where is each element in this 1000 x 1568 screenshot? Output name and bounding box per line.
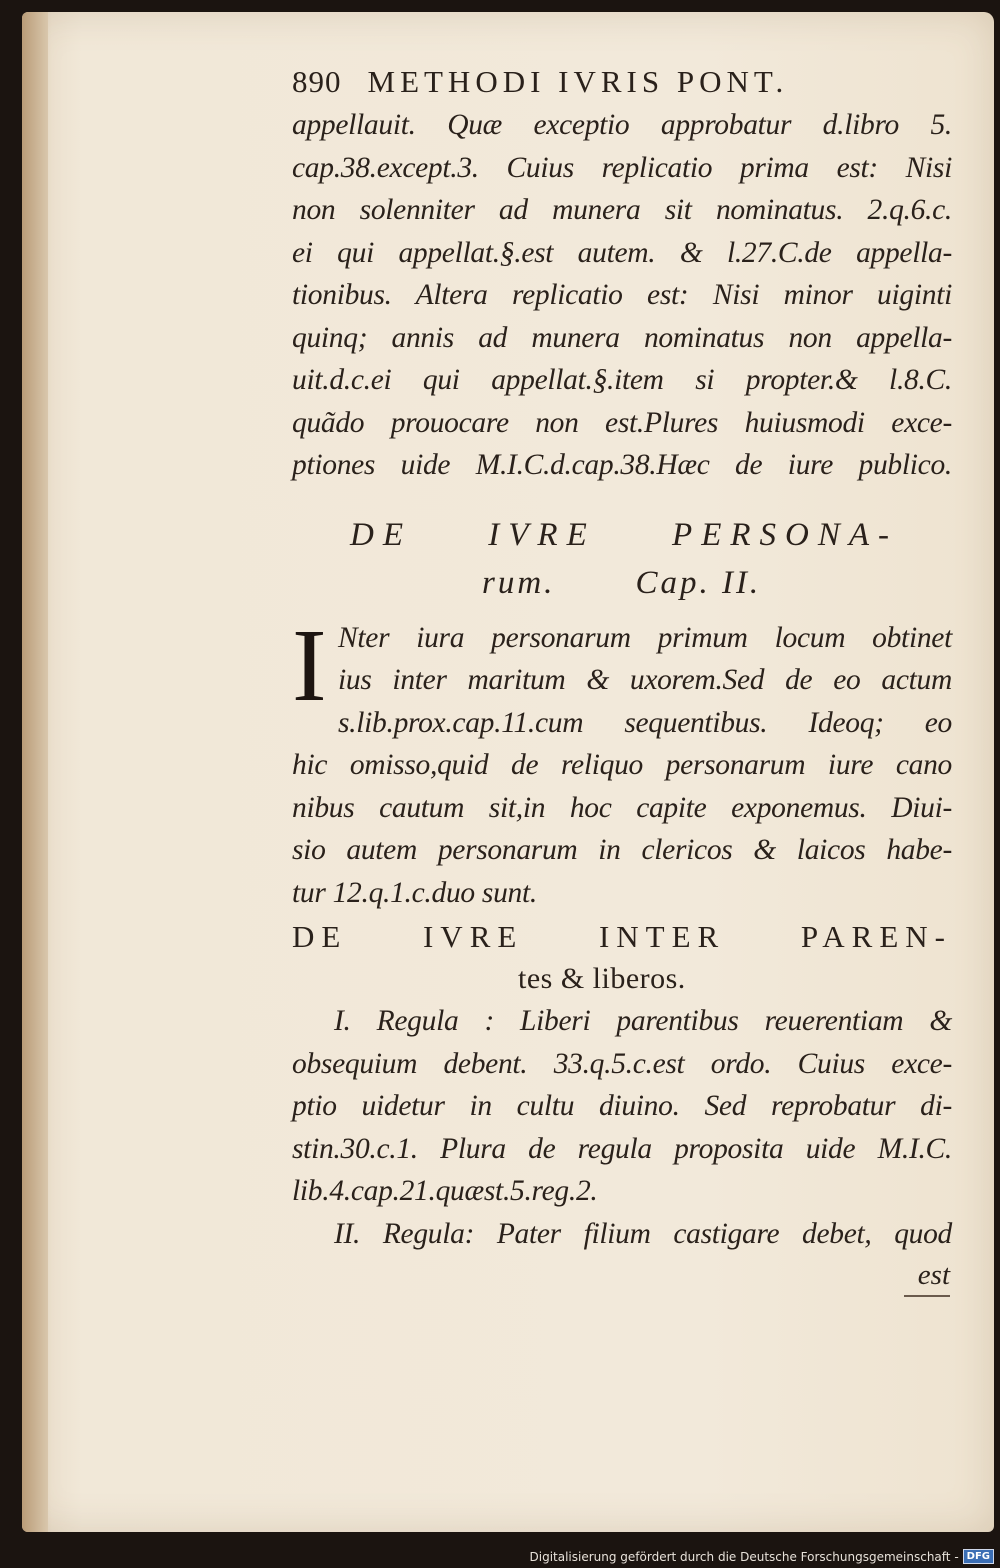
footer-credit: Digitalisierung gefördert durch die Deutsche Forschungsgemeinschaft - <box>529 1549 959 1564</box>
paragraph-2 <box>292 607 952 915</box>
text-line: ius inter maritum & uxorem.Sed de eo actum <box>338 664 952 696</box>
text-line: I. Regula : Liberi parentibus reuerentiam & <box>334 1005 952 1037</box>
book-page <box>22 12 994 1532</box>
text-line: ptio uidetur in cultu diuino. Sed reprobatur di- <box>292 1090 952 1122</box>
rule-2-line: II. Regula: Pater filium castigare debet, quod <box>334 1217 952 1250</box>
text-line: obsequium debent. 33.q.5.c.est ordo. Cuius exce- <box>292 1047 952 1080</box>
section-heading: DE IVRE PERSONA- <box>350 516 898 553</box>
catchword: est <box>917 1259 950 1291</box>
text-line: ei qui appellat.§.est autem. & l.27.C.de appella- <box>292 236 952 269</box>
page-binding-edge <box>22 12 48 1532</box>
paragraph-1 <box>292 104 952 487</box>
text-line: s.lib.prox.cap.11.cum sequentibus. Ideoq; eo <box>338 706 952 739</box>
text-line: appellauit. Quæ exceptio approbatur d.libro 5. <box>292 109 952 141</box>
text-line: hic omisso,quid de reliquo personarum iure cano <box>292 749 952 781</box>
text-line: sio autem personarum in clericos & laicos habe- <box>292 834 952 866</box>
section-heading-line-2 <box>292 559 952 607</box>
text-line: quãdo prouocare non est.Plures huiusmodi exce- <box>292 406 952 439</box>
text-line: Nter iura personarum primum locum obtinet <box>338 621 952 654</box>
digitization-footer <box>530 1549 995 1564</box>
text-line: stin.30.c.1. Plura de regula proposita uide M.I.C. <box>292 1132 952 1165</box>
chapter-label: Cap. II. <box>635 564 762 601</box>
subheading: DE IVRE INTER PAREN- <box>292 919 952 954</box>
page-number: 890 <box>292 64 342 99</box>
text-line: tionibus. Altera replicatio est: Nisi minor uiginti <box>292 279 952 311</box>
text-line: ptiones uide M.I.C.d.cap.38.Hæc de iure publico. <box>292 449 952 481</box>
text-line: tur 12.q.1.c.duo sunt. <box>292 876 537 909</box>
section-heading-rum: rum. <box>482 564 556 601</box>
text-block <box>292 60 952 1295</box>
drop-cap-initial: I <box>292 607 327 723</box>
rule-1 <box>292 1000 952 1213</box>
subheading-line-2: tes & liberos. <box>518 962 686 995</box>
text-line: quinq; annis ad munera nominatus non appella- <box>292 321 952 354</box>
text-line: uit.d.c.ei qui appellat.§.item si propter.& l.8.C. <box>292 364 952 396</box>
catchword-rule <box>904 1295 950 1297</box>
running-title: METHODI IVRIS PONT. <box>367 64 789 99</box>
running-head <box>292 60 952 104</box>
dfg-logo-icon: DFG <box>963 1549 994 1564</box>
text-line: nibus cautum sit,in hoc capite exponemus. Diui- <box>292 791 952 824</box>
text-line: non solenniter ad munera sit nominatus. 2.q.6.c. <box>292 194 952 226</box>
text-line: cap.38.except.3. Cuius replicatio prima est: Nisi <box>292 151 952 184</box>
text-line: lib.4.cap.21.quæst.5.reg.2. <box>292 1175 598 1207</box>
